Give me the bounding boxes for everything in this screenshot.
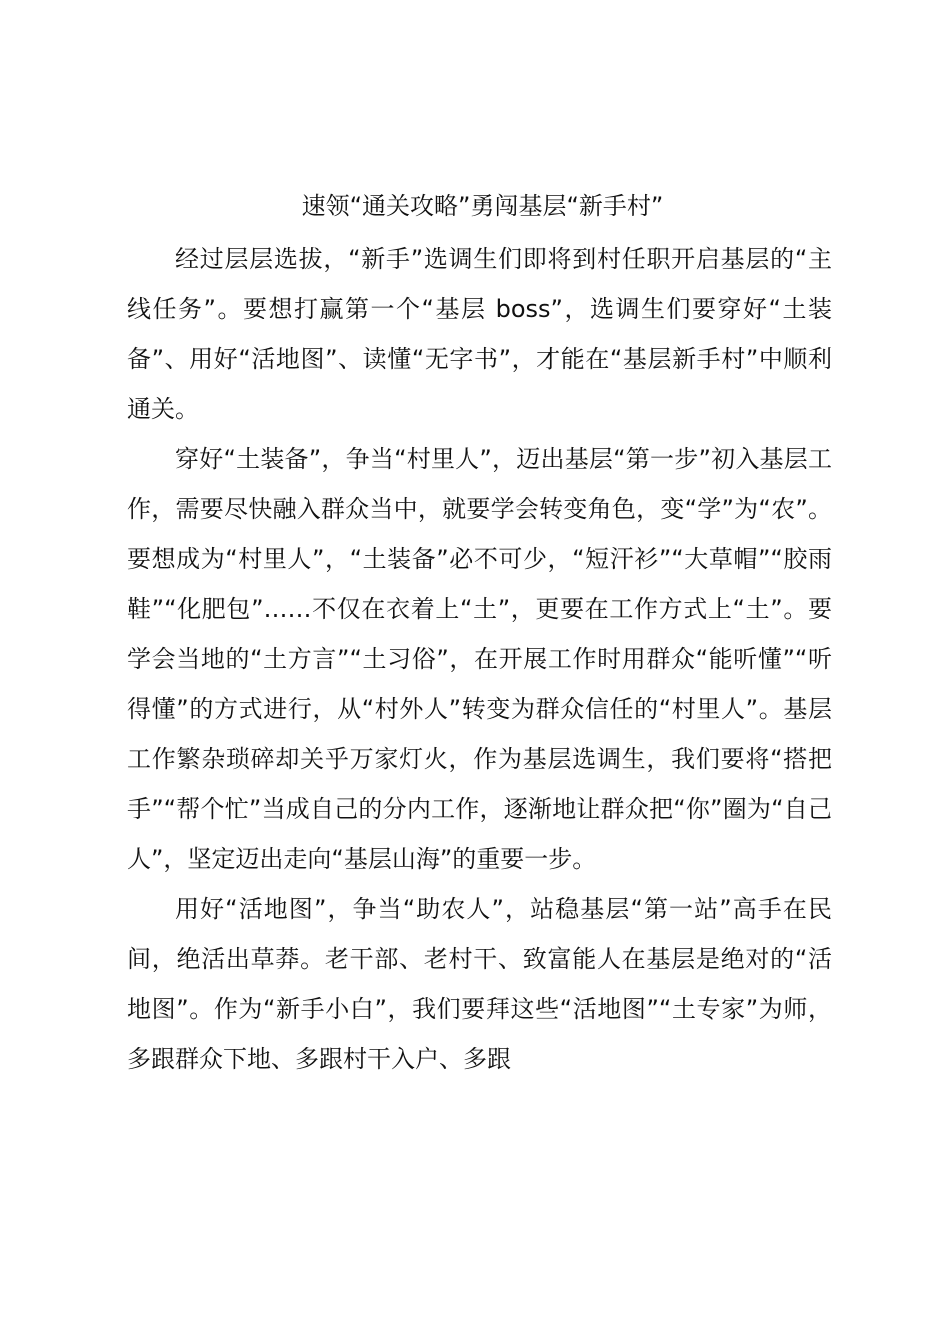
paragraph-tu-zhuangbei: 穿好“土装备”，争当“村里人”，迈出基层“第一步”初入基层工作，需要尽快融入群众当中，就要学会转变角色，变“学”为“农”。要想成为“村里人”，“土装备”必不可少，“短汗衫”“大草帽”“胶雨鞋”“化肥包”……不仅在衣着上“土”，更要在工作方式上“土”。要学会当地的“土方言”“土习俗”，在开展工作时用群众“能听懂”“听得懂”的方式进行，从“村外人”转变为群众信任的“村里人”。基层工作繁杂琐碎却关乎万家灯火，作为基层选调生，我们要将“搭把手”“帮个忙”当成自己的分内工作，逐渐地让群众把“你”圈为“自己人”，坚定迈出走向“基层山海”的重要一步。 <box>127 445 832 873</box>
paragraph-huo-ditu: 用好“活地图”，争当“助农人”，站稳基层“第一站”高手在民间，绝活出草莽。老干部、老村干、致富能人在基层是绝对的“活地图”。作为“新手小白”，我们要拜这些“活地图”“土专家”为师，多跟群众下地、多跟村干入户、多跟 <box>127 895 832 1073</box>
document-body <box>127 178 832 1084</box>
paragraph-intro: 经过层层选拔，“新手”选调生们即将到村任职开启基层的“主线任务”。要想打赢第一个“基层 boss”，选调生们要穿好“土装备”、用好“活地图”、读懂“无字书”，才能在“基层新手村”中顺利通关。 <box>127 245 832 423</box>
document-title: 速领“通关攻略”勇闯基层“新手村” <box>301 192 664 220</box>
